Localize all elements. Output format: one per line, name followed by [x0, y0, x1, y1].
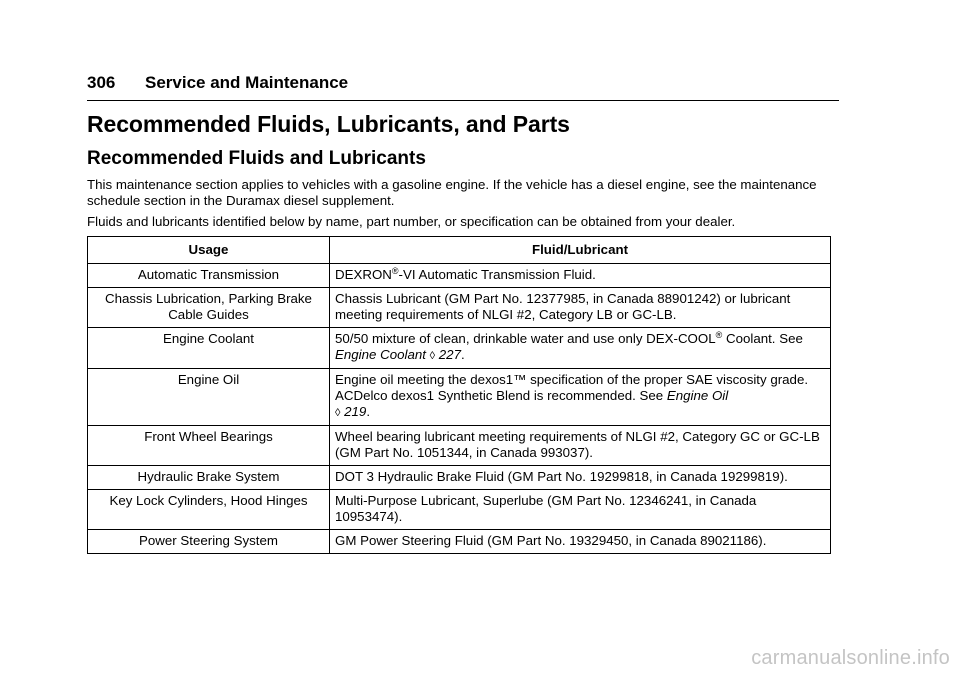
cross-reference-link[interactable]: Engine Oil: [666, 388, 729, 403]
usage-cell: Hydraulic Brake System: [88, 466, 330, 490]
table-header-row: [88, 237, 831, 264]
table-row: [88, 328, 831, 369]
page-header: [87, 72, 839, 101]
fluid-cell: [330, 328, 831, 369]
table-row: [88, 369, 831, 426]
fluid-text: .: [460, 347, 465, 362]
fluid-cell: [330, 264, 831, 288]
page-ref-number[interactable]: 227: [438, 347, 461, 362]
section-title: Service and Maintenance: [145, 73, 349, 92]
usage-cell: Automatic Transmission: [88, 264, 330, 288]
fluid-cell: GM Power Steering Fluid (GM Part No. 19329450, in Canada 89021186).: [330, 530, 831, 554]
page-title: Recommended Fluids, Lubricants, and Parts: [87, 111, 570, 137]
fluid-text: DEXRON: [335, 267, 392, 282]
fluid-cell: Chassis Lubricant (GM Part No. 12377985, in Canada 88901242) or lubricant meeting requirements of NLGI #2, Category LB or GC-LB.: [330, 288, 831, 328]
fluid-cell: Multi-Purpose Lubricant, Superlube (GM Part No. 12346241, in Canada 10953474).: [330, 490, 831, 530]
usage-cell: Key Lock Cylinders, Hood Hinges: [88, 490, 330, 530]
usage-cell: Engine Coolant: [88, 328, 330, 369]
table-row: [88, 288, 831, 328]
fluid-text: -VI Automatic Transmission Fluid.: [398, 267, 596, 282]
fluid-cell: [330, 369, 831, 426]
table-row: [88, 466, 831, 490]
fluids-table: [87, 236, 831, 554]
page-ref-icon: ◊: [335, 407, 341, 419]
fluid-text: 50/50 mixture of clean, drinkable water and use only DEX-COOL: [335, 331, 716, 346]
section-heading: Recommended Fluids and Lubricants: [87, 148, 426, 169]
fluid-text: Engine oil meeting the dexos1™ specification of the proper SAE viscosity grade. ACDelco dexos1 Synthetic Blend is recommended. See: [335, 372, 809, 403]
watermark: carmanualsonline.info: [751, 647, 950, 669]
usage-cell: Power Steering System: [88, 530, 330, 554]
page-ref-number[interactable]: 219: [344, 404, 367, 419]
table-row: [88, 490, 831, 530]
usage-cell: Engine Oil: [88, 369, 330, 426]
fluid-text: .: [366, 404, 371, 419]
usage-cell: Chassis Lubrication, Parking Brake Cable Guides: [88, 288, 330, 328]
usage-cell: Front Wheel Bearings: [88, 426, 330, 466]
cross-reference-link[interactable]: Engine Coolant: [335, 347, 426, 362]
column-header-usage: Usage: [88, 237, 330, 264]
fluid-text: Coolant. See: [722, 331, 803, 346]
fluid-cell: DOT 3 Hydraulic Brake Fluid (GM Part No. 19299818, in Canada 19299819).: [330, 466, 831, 490]
registered-mark: ®: [715, 330, 723, 340]
fluid-cell: Wheel bearing lubricant meeting requirements of NLGI #2, Category GC or GC-LB (GM Part No. 1051344, in Canada 993037).: [330, 426, 831, 466]
page-number: 306: [87, 73, 116, 92]
page-ref-icon: ◊: [429, 350, 436, 362]
intro-paragraph: This maintenance section applies to vehicles with a gasoline engine. If the vehicle has a diesel engine, see the maintenance schedule section in the Duramax diesel supplement.: [87, 177, 817, 208]
table-row: [88, 426, 831, 466]
table-row: [88, 264, 831, 288]
column-header-fluid: Fluid/Lubricant: [330, 237, 831, 264]
dealer-paragraph: Fluids and lubricants identified below by name, part number, or specification can be obtained from your dealer.: [87, 214, 736, 229]
table-row: [88, 530, 831, 554]
registered-mark: ®: [391, 266, 399, 276]
